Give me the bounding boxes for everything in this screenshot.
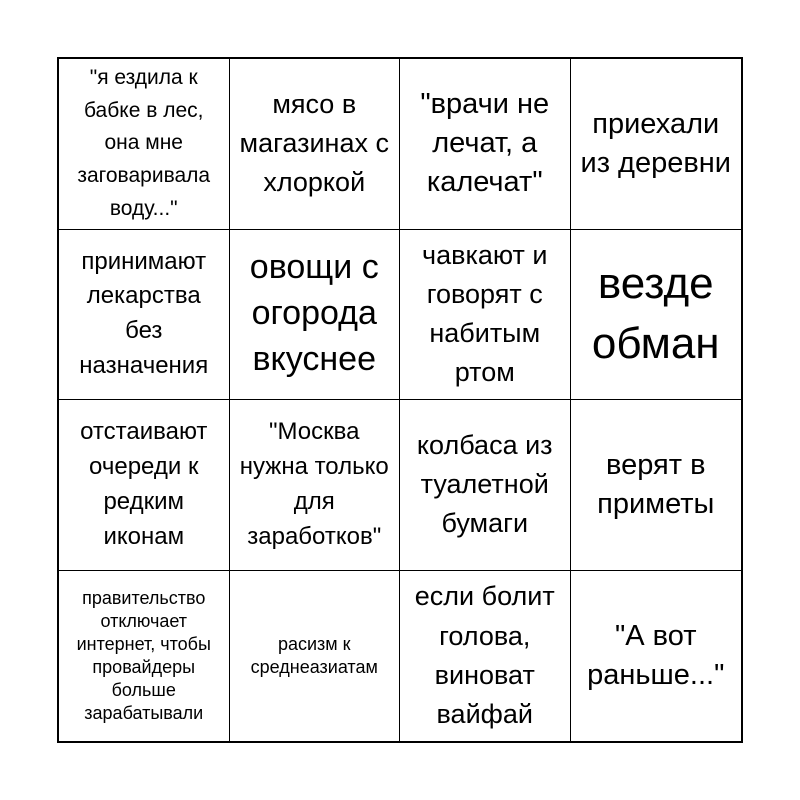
bingo-cell-text: отстаивают очереди к редким иконам xyxy=(80,418,208,550)
bingo-cell-10[interactable] xyxy=(230,400,401,571)
bingo-cell-11[interactable] xyxy=(400,400,571,571)
bingo-cell-text: мясо в магазинах с хлоркой xyxy=(239,89,389,198)
bingo-cell-text: "врачи не лечат, а калечат" xyxy=(420,88,550,199)
bingo-cell-text: везде обман xyxy=(591,258,720,369)
bingo-cell-text: приехали из деревни xyxy=(580,107,731,179)
bingo-cell-text: принимают лекарства без назначения xyxy=(79,247,209,380)
bingo-cell-7[interactable] xyxy=(400,230,571,401)
bingo-cell-text: "я ездила к бабке в лес, она мне заговаривала воду..." xyxy=(77,66,211,220)
bingo-cell-2[interactable] xyxy=(230,59,401,230)
bingo-cell-16[interactable] xyxy=(571,571,742,742)
bingo-cell-4[interactable] xyxy=(571,59,742,230)
bingo-cell-text: верят в приметы xyxy=(597,448,715,520)
bingo-cell-3[interactable] xyxy=(400,59,571,230)
bingo-cell-12[interactable] xyxy=(571,400,742,571)
bingo-cell-15[interactable] xyxy=(400,571,571,742)
bingo-cell-text: овощи с огорода вкуснее xyxy=(249,248,379,379)
bingo-cell-text: "А вот раньше..." xyxy=(587,619,725,691)
bingo-cell-13[interactable] xyxy=(59,571,230,742)
bingo-cell-text: правительство отключает интернет, чтобы провайдеры больше зарабатывали xyxy=(76,587,211,723)
bingo-cell-text: чавкают и говорят с набитым ртом xyxy=(422,239,548,388)
bingo-cell-6[interactable] xyxy=(230,230,401,401)
bingo-cell-text: если болит голова, виноват вайфай xyxy=(414,581,555,729)
bingo-board xyxy=(57,57,743,743)
bingo-cell-text: "Москва нужна только для заработков" xyxy=(239,418,389,550)
bingo-cell-text: колбаса из туалетной бумаги xyxy=(416,430,553,539)
bingo-cell-14[interactable] xyxy=(230,571,401,742)
bingo-cell-8[interactable] xyxy=(571,230,742,401)
bingo-cell-1[interactable] xyxy=(59,59,230,230)
bingo-cell-text: расизм к среднеазиатам xyxy=(250,633,378,677)
bingo-cell-9[interactable] xyxy=(59,400,230,571)
bingo-cell-5[interactable] xyxy=(59,230,230,401)
